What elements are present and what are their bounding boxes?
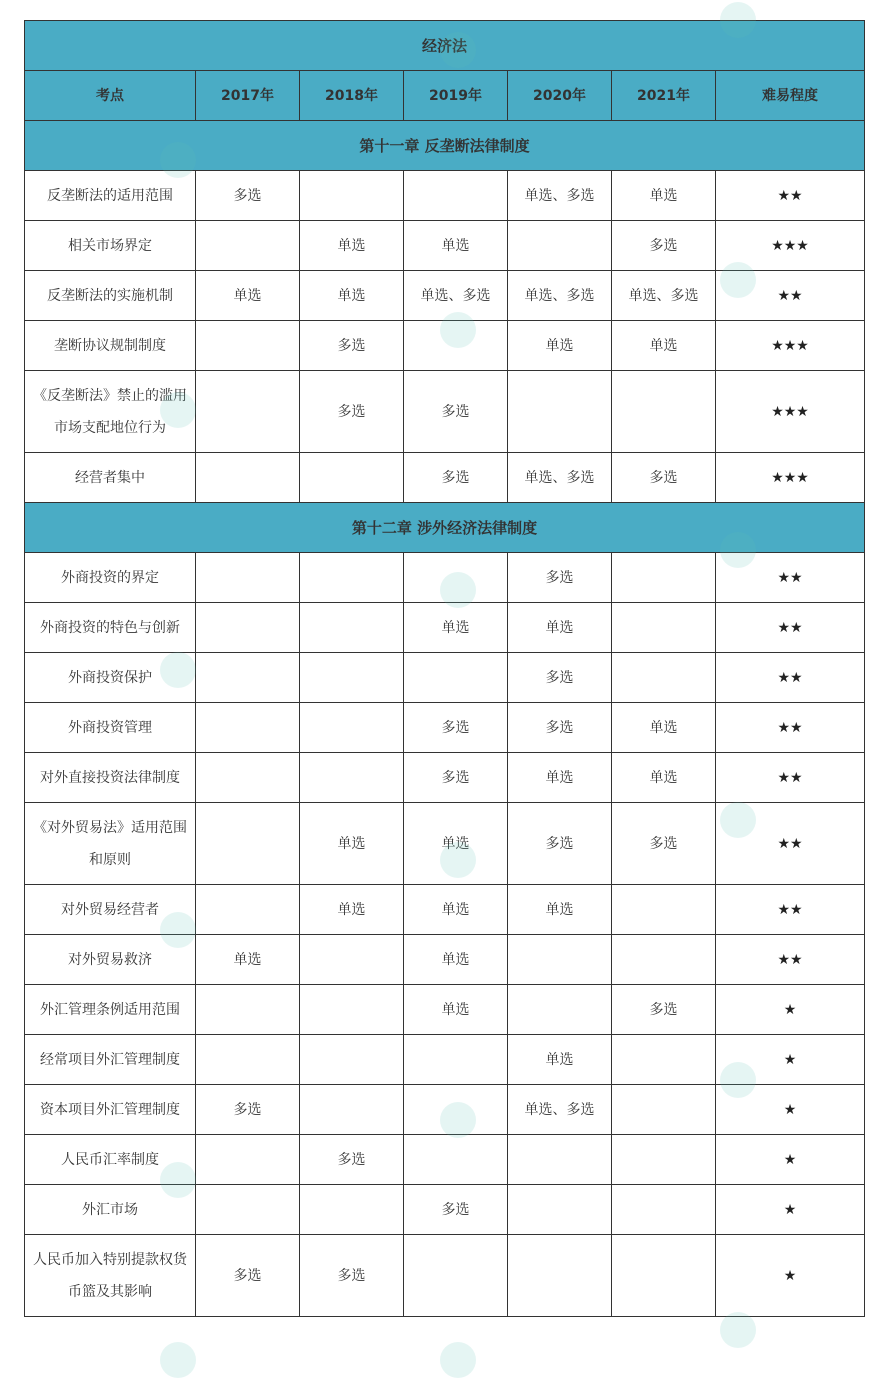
cell-2019: 单选: [404, 885, 508, 935]
cell-topic: 《对外贸易法》适用范围和原则: [25, 803, 196, 885]
cell-2017: [196, 753, 300, 803]
cell-2020: 单选、多选: [508, 271, 612, 321]
cell-topic: 外商投资保护: [25, 653, 196, 703]
chapter-title: 第十一章 反垄断法律制度: [25, 121, 865, 171]
cell-difficulty: ★★★: [716, 221, 865, 271]
cell-2019: 单选: [404, 935, 508, 985]
cell-difficulty: ★★: [716, 553, 865, 603]
watermark-circle-icon: [440, 1342, 476, 1378]
cell-2021: 单选: [612, 753, 716, 803]
cell-topic: 资本项目外汇管理制度: [25, 1085, 196, 1135]
cell-topic: 外汇管理条例适用范围: [25, 985, 196, 1035]
cell-2020: 单选、多选: [508, 171, 612, 221]
cell-2020: 单选: [508, 1035, 612, 1085]
header-difficulty: 难易程度: [716, 71, 865, 121]
cell-2019: 单选、多选: [404, 271, 508, 321]
cell-2019: [404, 553, 508, 603]
cell-topic: 反垄断法的适用范围: [25, 171, 196, 221]
header-topic: 考点: [25, 71, 196, 121]
cell-2018: [300, 703, 404, 753]
cell-2017: [196, 703, 300, 753]
cell-2021: [612, 935, 716, 985]
table-row: [25, 1235, 865, 1317]
cell-2021: [612, 1235, 716, 1317]
cell-2021: [612, 653, 716, 703]
cell-2021: [612, 1185, 716, 1235]
cell-2017: [196, 803, 300, 885]
cell-2017: 多选: [196, 171, 300, 221]
cell-topic: 外汇市场: [25, 1185, 196, 1235]
header-row: [25, 71, 865, 121]
cell-2020: [508, 221, 612, 271]
cell-2017: [196, 453, 300, 503]
cell-2018: [300, 653, 404, 703]
cell-2017: [196, 321, 300, 371]
cell-2020: 单选: [508, 603, 612, 653]
cell-2019: [404, 1035, 508, 1085]
header-2017: 2017年: [196, 71, 300, 121]
cell-2020: 多选: [508, 703, 612, 753]
cell-2017: 单选: [196, 935, 300, 985]
table-row: [25, 985, 865, 1035]
header-2020: 2020年: [508, 71, 612, 121]
table-title: 经济法: [25, 21, 865, 71]
cell-2019: 单选: [404, 985, 508, 1035]
cell-2021: [612, 371, 716, 453]
cell-topic: 对外贸易经营者: [25, 885, 196, 935]
cell-2021: 多选: [612, 453, 716, 503]
cell-topic: 相关市场界定: [25, 221, 196, 271]
cell-2021: 单选: [612, 703, 716, 753]
cell-topic: 对外贸易救济: [25, 935, 196, 985]
cell-2017: [196, 1185, 300, 1235]
cell-2020: 多选: [508, 653, 612, 703]
cell-topic: 经营者集中: [25, 453, 196, 503]
cell-2018: [300, 753, 404, 803]
cell-2021: [612, 1135, 716, 1185]
cell-2017: 单选: [196, 271, 300, 321]
cell-2020: [508, 935, 612, 985]
cell-2018: [300, 1085, 404, 1135]
cell-difficulty: ★: [716, 985, 865, 1035]
cell-2020: [508, 985, 612, 1035]
cell-2018: [300, 553, 404, 603]
cell-2018: 单选: [300, 803, 404, 885]
cell-2019: 单选: [404, 221, 508, 271]
table-row: [25, 603, 865, 653]
chapter-title: 第十二章 涉外经济法律制度: [25, 503, 865, 553]
table-row: [25, 1135, 865, 1185]
cell-2019: [404, 1085, 508, 1135]
cell-2018: [300, 935, 404, 985]
table-row: [25, 171, 865, 221]
cell-2018: 多选: [300, 371, 404, 453]
cell-topic: 外商投资的特色与创新: [25, 603, 196, 653]
cell-2021: [612, 885, 716, 935]
cell-2020: 多选: [508, 553, 612, 603]
cell-2020: 单选、多选: [508, 453, 612, 503]
cell-2021: 单选、多选: [612, 271, 716, 321]
cell-2020: 单选: [508, 321, 612, 371]
cell-difficulty: ★★: [716, 885, 865, 935]
cell-2017: [196, 1035, 300, 1085]
cell-2018: 多选: [300, 1135, 404, 1185]
cell-2021: [612, 1085, 716, 1135]
table-row: [25, 271, 865, 321]
cell-2020: 单选: [508, 885, 612, 935]
cell-2019: [404, 1135, 508, 1185]
watermark-circle-icon: [160, 1342, 196, 1378]
table-row: [25, 371, 865, 453]
cell-difficulty: ★★★: [716, 453, 865, 503]
cell-2017: [196, 985, 300, 1035]
table-row: [25, 1085, 865, 1135]
table-row: [25, 753, 865, 803]
header-2018: 2018年: [300, 71, 404, 121]
table-row: [25, 553, 865, 603]
table-row: [25, 1035, 865, 1085]
cell-difficulty: ★★★: [716, 371, 865, 453]
cell-topic: 反垄断法的实施机制: [25, 271, 196, 321]
cell-2018: 单选: [300, 271, 404, 321]
cell-2019: 多选: [404, 453, 508, 503]
cell-2020: 多选: [508, 803, 612, 885]
watermark-logo: [160, 1330, 320, 1390]
cell-2017: [196, 885, 300, 935]
chapter-row: [25, 121, 865, 171]
cell-2018: [300, 453, 404, 503]
watermark-circle-icon: [720, 1312, 756, 1348]
cell-2019: [404, 1235, 508, 1317]
cell-topic: 《反垄断法》禁止的滥用市场支配地位行为: [25, 371, 196, 453]
cell-2017: [196, 371, 300, 453]
cell-2019: 单选: [404, 603, 508, 653]
cell-2021: 多选: [612, 221, 716, 271]
cell-2017: [196, 1135, 300, 1185]
table-row: [25, 1185, 865, 1235]
cell-2020: [508, 1235, 612, 1317]
cell-2020: [508, 371, 612, 453]
cell-difficulty: ★: [716, 1235, 865, 1317]
cell-2019: [404, 653, 508, 703]
cell-difficulty: ★: [716, 1135, 865, 1185]
cell-2017: 多选: [196, 1085, 300, 1135]
cell-2019: 多选: [404, 753, 508, 803]
cell-2018: 多选: [300, 321, 404, 371]
table-row: [25, 453, 865, 503]
cell-2021: [612, 603, 716, 653]
cell-2017: [196, 603, 300, 653]
exam-topic-table: [24, 20, 865, 1317]
cell-2021: 单选: [612, 171, 716, 221]
table-row: [25, 221, 865, 271]
cell-topic: 人民币加入特别提款权货币篮及其影响: [25, 1235, 196, 1317]
table-row: [25, 935, 865, 985]
cell-2017: [196, 221, 300, 271]
cell-2021: 多选: [612, 985, 716, 1035]
cell-difficulty: ★★: [716, 703, 865, 753]
table-row: [25, 321, 865, 371]
cell-topic: 经常项目外汇管理制度: [25, 1035, 196, 1085]
cell-topic: 垄断协议规制制度: [25, 321, 196, 371]
cell-2019: 多选: [404, 371, 508, 453]
cell-2019: [404, 321, 508, 371]
cell-2021: 多选: [612, 803, 716, 885]
cell-2018: [300, 1035, 404, 1085]
cell-difficulty: ★★: [716, 653, 865, 703]
chapter-row: [25, 503, 865, 553]
cell-topic: 外商投资的界定: [25, 553, 196, 603]
cell-2020: 单选: [508, 753, 612, 803]
cell-2021: [612, 553, 716, 603]
cell-2018: [300, 171, 404, 221]
cell-topic: 对外直接投资法律制度: [25, 753, 196, 803]
cell-difficulty: ★★: [716, 753, 865, 803]
table-row: [25, 803, 865, 885]
watermark-logo: [440, 1330, 600, 1390]
cell-topic: 人民币汇率制度: [25, 1135, 196, 1185]
table-row: [25, 653, 865, 703]
cell-2019: 多选: [404, 703, 508, 753]
table-row: [25, 885, 865, 935]
cell-difficulty: ★★: [716, 803, 865, 885]
header-2021: 2021年: [612, 71, 716, 121]
cell-2018: 多选: [300, 1235, 404, 1317]
cell-2021: [612, 1035, 716, 1085]
cell-difficulty: ★: [716, 1085, 865, 1135]
cell-difficulty: ★★: [716, 603, 865, 653]
cell-2018: 单选: [300, 221, 404, 271]
cell-difficulty: ★: [716, 1035, 865, 1085]
table-row: [25, 703, 865, 753]
cell-2020: [508, 1185, 612, 1235]
cell-difficulty: ★★★: [716, 321, 865, 371]
cell-2019: 单选: [404, 803, 508, 885]
cell-topic: 外商投资管理: [25, 703, 196, 753]
cell-2020: [508, 1135, 612, 1185]
cell-2019: 多选: [404, 1185, 508, 1235]
cell-difficulty: ★★: [716, 271, 865, 321]
cell-2018: [300, 985, 404, 1035]
cell-2017: 多选: [196, 1235, 300, 1317]
cell-2018: [300, 603, 404, 653]
cell-2017: [196, 553, 300, 603]
cell-2020: 单选、多选: [508, 1085, 612, 1135]
cell-2019: [404, 171, 508, 221]
header-2019: 2019年: [404, 71, 508, 121]
cell-2017: [196, 653, 300, 703]
cell-2021: 单选: [612, 321, 716, 371]
cell-difficulty: ★: [716, 1185, 865, 1235]
cell-2018: [300, 1185, 404, 1235]
cell-difficulty: ★★: [716, 935, 865, 985]
cell-2018: 单选: [300, 885, 404, 935]
cell-difficulty: ★★: [716, 171, 865, 221]
